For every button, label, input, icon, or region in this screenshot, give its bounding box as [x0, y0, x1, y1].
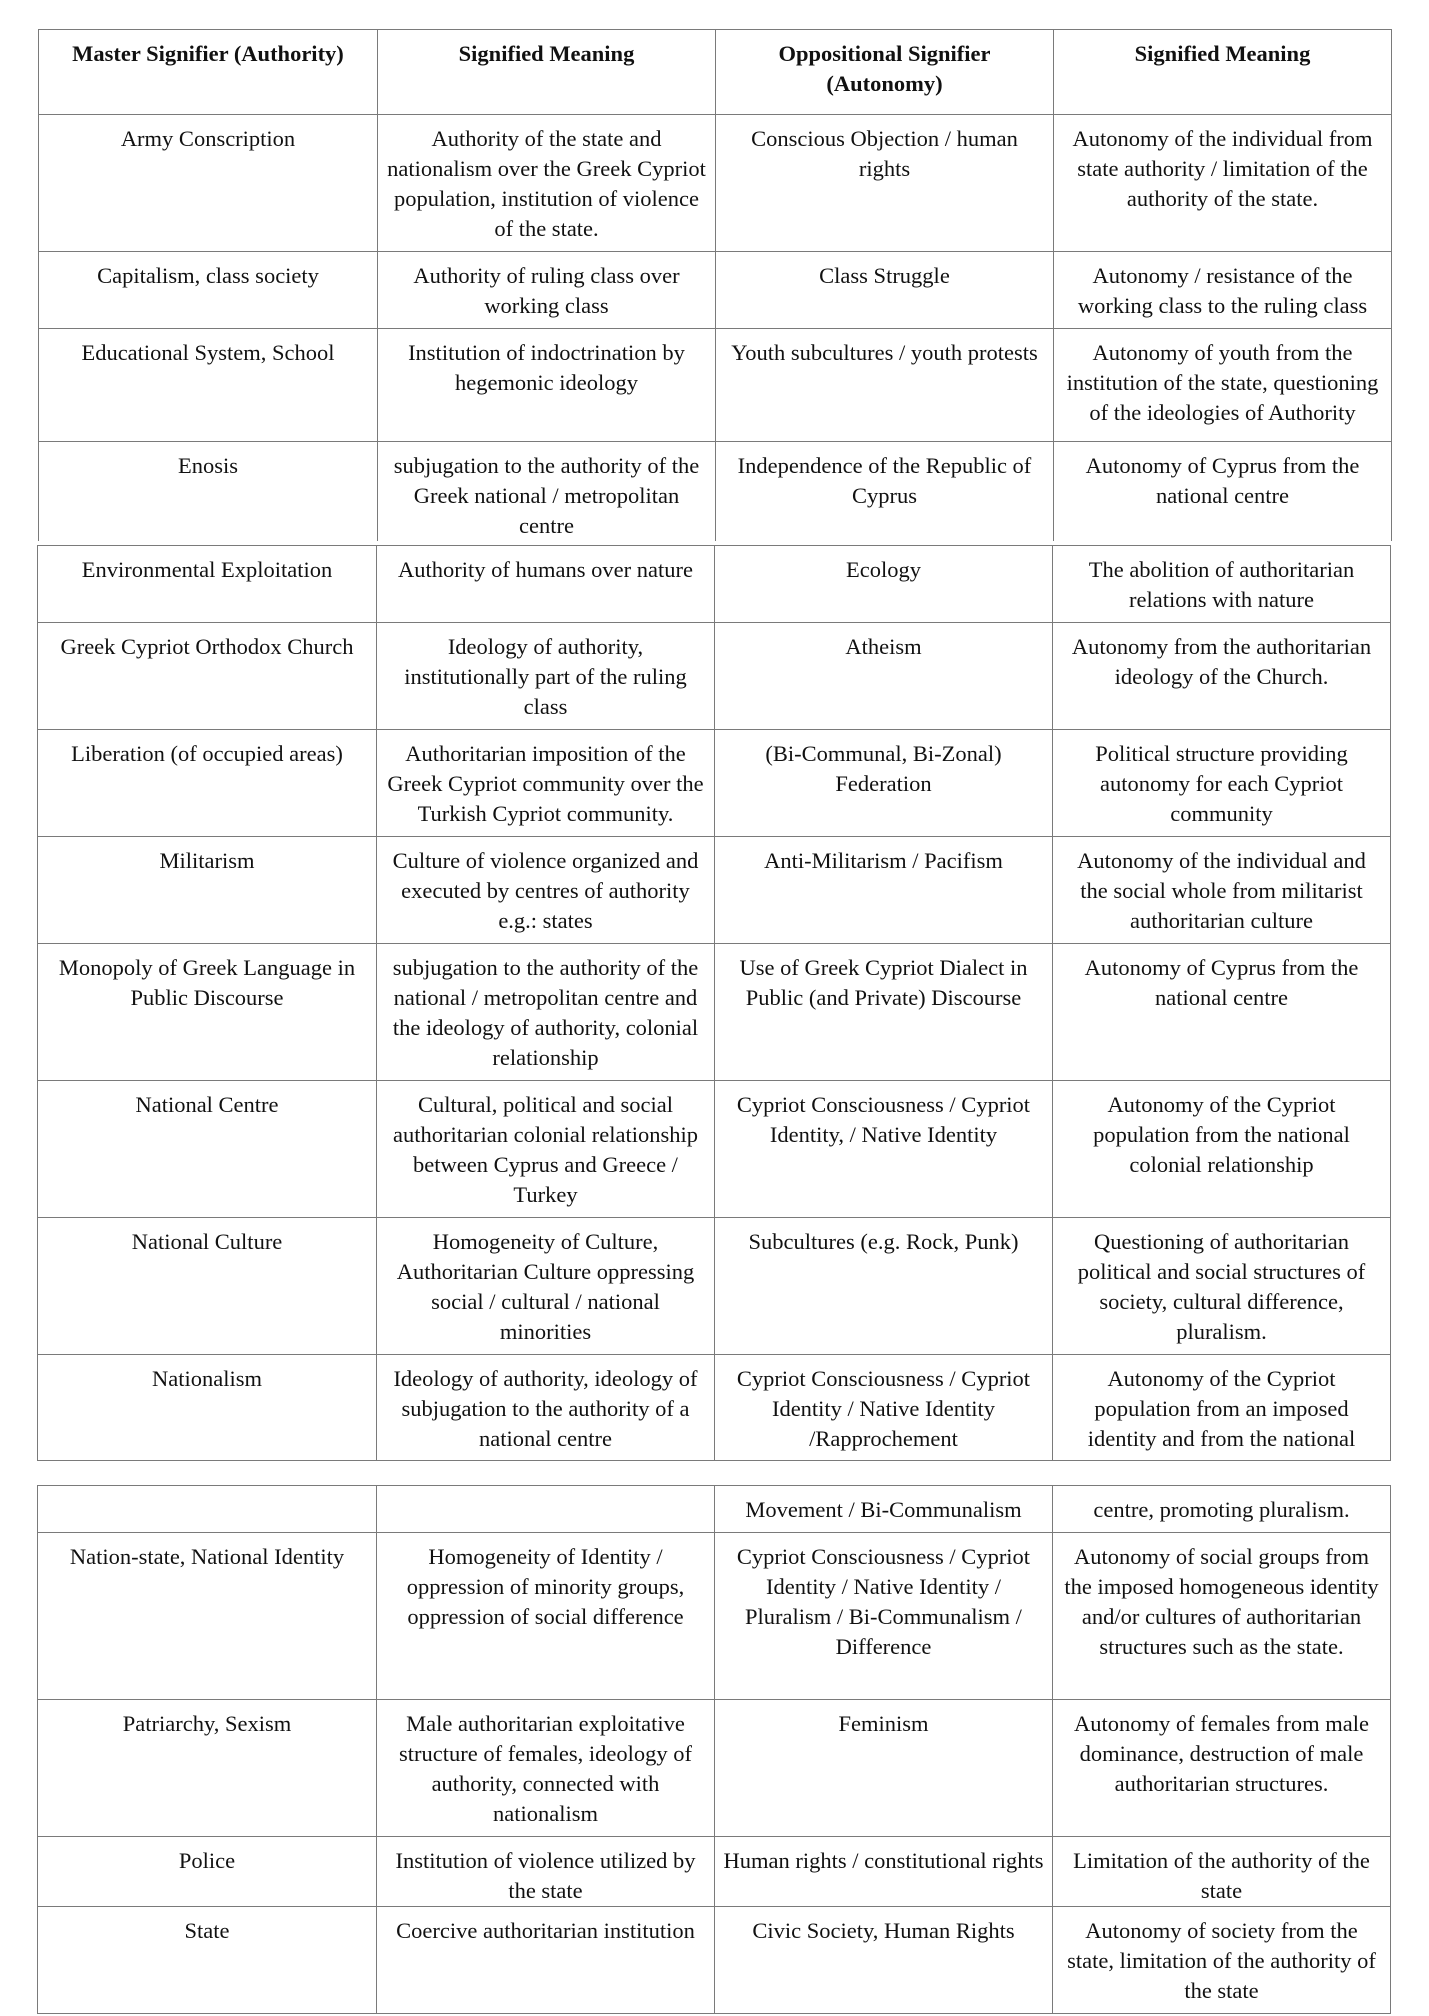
- table-cell: Institution of violence utilized by the state: [377, 1837, 715, 1907]
- table-cell: Male authoritarian exploitative structure of females, ideology of authority, connected with nationalism: [377, 1700, 715, 1837]
- table-row: [39, 329, 1392, 442]
- table-row: [38, 1837, 1391, 1907]
- table-cell: Autonomy of Cyprus from the national centre: [1053, 944, 1391, 1081]
- table-row: [39, 442, 1392, 542]
- table-cell: Cypriot Consciousness / Cypriot Identity, / Native Identity: [715, 1081, 1053, 1218]
- table-cell: (Bi-Communal, Bi-Zonal) Federation: [715, 730, 1053, 837]
- table-row: [38, 623, 1391, 730]
- table-cell: Environmental Exploitation: [38, 546, 377, 623]
- table-cell: Cultural, political and social authoritarian colonial relationship between Cyprus and Greece / Turkey: [377, 1081, 715, 1218]
- table-cell: Autonomy / resistance of the working class to the ruling class: [1054, 252, 1392, 329]
- table-cell: Feminism: [715, 1700, 1053, 1837]
- table-cell: Ecology: [715, 546, 1053, 623]
- table-row: [38, 1907, 1391, 2014]
- table-row: [38, 1355, 1391, 1461]
- table-cell: centre, promoting pluralism.: [1053, 1486, 1391, 1533]
- table-cell: [377, 1486, 715, 1533]
- table-cell: Atheism: [715, 623, 1053, 730]
- table-cell: Cypriot Consciousness / Cypriot Identity / Native Identity /Rapprochement: [715, 1355, 1053, 1461]
- table-cell: Independence of the Republic of Cyprus: [716, 442, 1054, 542]
- table-cell: Authoritarian imposition of the Greek Cypriot community over the Turkish Cypriot community.: [377, 730, 715, 837]
- table-row: [38, 1533, 1391, 1700]
- table-cell: Monopoly of Greek Language in Public Discourse: [38, 944, 377, 1081]
- table-cell: The abolition of authoritarian relations with nature: [1053, 546, 1391, 623]
- signifier-table-part-2: [37, 545, 1391, 1461]
- table-cell: Greek Cypriot Orthodox Church: [38, 623, 377, 730]
- table-cell: Autonomy of the individual from state authority / limitation of the authority of the state.: [1054, 115, 1392, 252]
- table-cell: Army Conscription: [39, 115, 378, 252]
- table-cell: Homogeneity of Culture, Authoritarian Culture oppressing social / cultural / national minorities: [377, 1218, 715, 1355]
- table-cell: Class Struggle: [716, 252, 1054, 329]
- table-cell: Homogeneity of Identity / oppression of minority groups, oppression of social difference: [377, 1533, 715, 1700]
- table-cell: Subcultures (e.g. Rock, Punk): [715, 1218, 1053, 1355]
- header-signified-meaning-2: Signified Meaning: [1054, 30, 1392, 115]
- table-row: [38, 1486, 1391, 1533]
- table-cell: Educational System, School: [39, 329, 378, 442]
- table-row: [39, 252, 1392, 329]
- table-row: [38, 730, 1391, 837]
- table-cell: Use of Greek Cypriot Dialect in Public (and Private) Discourse: [715, 944, 1053, 1081]
- table-cell: Ideology of authority, institutionally part of the ruling class: [377, 623, 715, 730]
- table-cell: National Culture: [38, 1218, 377, 1355]
- table-cell: Liberation (of occupied areas): [38, 730, 377, 837]
- table-cell: Capitalism, class society: [39, 252, 378, 329]
- table-cell: Autonomy from the authoritarian ideology of the Church.: [1053, 623, 1391, 730]
- table-cell: subjugation to the authority of the Greek national / metropolitan centre: [378, 442, 716, 542]
- header-oppositional-signifier: Oppositional Signifier (Autonomy): [716, 30, 1054, 115]
- table-row: [38, 1218, 1391, 1355]
- table-cell: Political structure providing autonomy for each Cypriot community: [1053, 730, 1391, 837]
- table-row: [38, 546, 1391, 623]
- table-cell: Autonomy of social groups from the imposed homogeneous identity and/or cultures of authoritarian structures such as the state.: [1053, 1533, 1391, 1700]
- table-cell: subjugation to the authority of the national / metropolitan centre and the ideology of authority, colonial relationship: [377, 944, 715, 1081]
- table-cell: Limitation of the authority of the state: [1053, 1837, 1391, 1907]
- table-row: [39, 115, 1392, 252]
- table-cell: National Centre: [38, 1081, 377, 1218]
- table-cell: Autonomy of the Cypriot population from the national colonial relationship: [1053, 1081, 1391, 1218]
- table-cell: Nationalism: [38, 1355, 377, 1461]
- table-cell: Patriarchy, Sexism: [38, 1700, 377, 1837]
- table-cell: [38, 1486, 377, 1533]
- table-cell: Militarism: [38, 837, 377, 944]
- table-cell: Authority of ruling class over working class: [378, 252, 716, 329]
- header-master-signifier: Master Signifier (Authority): [39, 30, 378, 115]
- table-cell: Questioning of authoritarian political and social structures of society, cultural difference, pluralism.: [1053, 1218, 1391, 1355]
- table-cell: Authority of humans over nature: [377, 546, 715, 623]
- table-row: [38, 1081, 1391, 1218]
- table-cell: Autonomy of the individual and the social whole from militarist authoritarian culture: [1053, 837, 1391, 944]
- header-row: [39, 30, 1392, 115]
- table-row: [38, 837, 1391, 944]
- table-cell: Culture of violence organized and executed by centres of authority e.g.: states: [377, 837, 715, 944]
- signifier-table-part-1: [38, 29, 1392, 541]
- table-cell: Anti-Militarism / Pacifism: [715, 837, 1053, 944]
- signifier-table-part-3: [37, 1485, 1391, 2014]
- table-cell: Conscious Objection / human rights: [716, 115, 1054, 252]
- table-cell: Police: [38, 1837, 377, 1907]
- table-cell: Ideology of authority, ideology of subjugation to the authority of a national centre: [377, 1355, 715, 1461]
- table-cell: Nation-state, National Identity: [38, 1533, 377, 1700]
- table-cell: State: [38, 1907, 377, 2014]
- table-cell: Human rights / constitutional rights: [715, 1837, 1053, 1907]
- table-row: [38, 1700, 1391, 1837]
- table-cell: Autonomy of females from male dominance, destruction of male authoritarian structures.: [1053, 1700, 1391, 1837]
- table-cell: Autonomy of youth from the institution of the state, questioning of the ideologies of Authority: [1054, 329, 1392, 442]
- table-cell: Youth subcultures / youth protests: [716, 329, 1054, 442]
- table-row: [38, 944, 1391, 1081]
- table-cell: Authority of the state and nationalism over the Greek Cypriot population, institution of violence of the state.: [378, 115, 716, 252]
- table-cell: Autonomy of society from the state, limitation of the authority of the state: [1053, 1907, 1391, 2014]
- table-cell: Movement / Bi-Communalism: [715, 1486, 1053, 1533]
- table-cell: Enosis: [39, 442, 378, 542]
- table-cell: Cypriot Consciousness / Cypriot Identity / Native Identity / Pluralism / Bi-Communalism / Difference: [715, 1533, 1053, 1700]
- table-cell: Civic Society, Human Rights: [715, 1907, 1053, 2014]
- table-cell: Institution of indoctrination by hegemonic ideology: [378, 329, 716, 442]
- table-cell: Coercive authoritarian institution: [377, 1907, 715, 2014]
- table-cell: Autonomy of the Cypriot population from an imposed identity and from the national: [1053, 1355, 1391, 1461]
- header-signified-meaning: Signified Meaning: [378, 30, 716, 115]
- table-cell: Autonomy of Cyprus from the national centre: [1054, 442, 1392, 542]
